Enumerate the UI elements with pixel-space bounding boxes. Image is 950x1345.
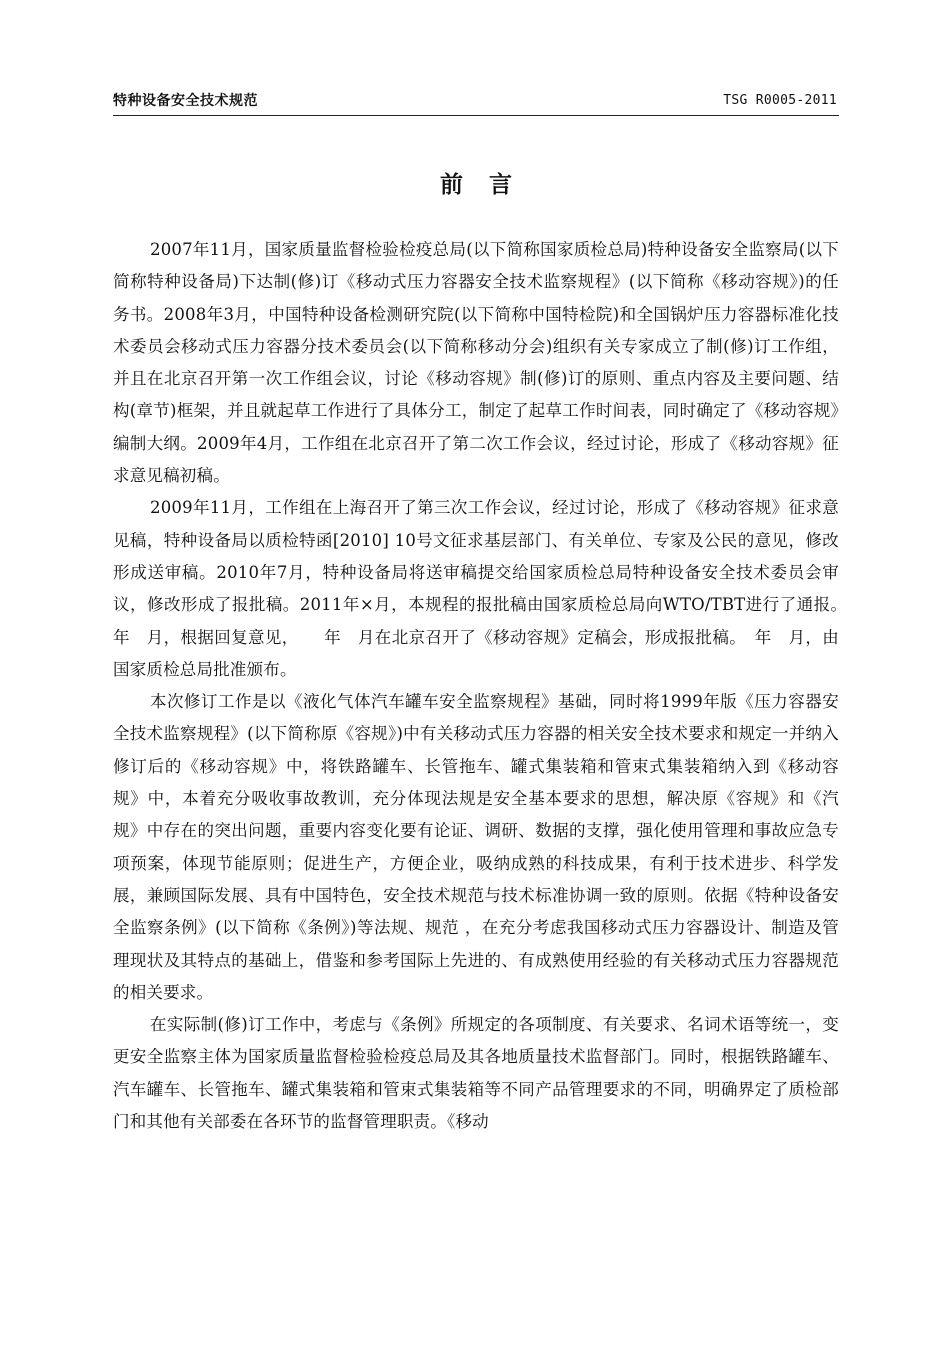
paragraph-1: 2007年11月，国家质量监督检验检疫总局(以下简称国家质检总局)特种设备安全监察局(以下简称特种设备局)下达制(修)订《移动式压力容器安全技术监察规程》(以下简称《移动容规》)的任务书。2008年3月，中国特种设备检测研究院(以下简称中国特检院)和全国锅炉压力容器标准化技术委员会移动式压力容器分技术委员会(以下简称移动分会)组织有关专家成立了制(修)订工作组，并且在北京召开第一次工作组会议，讨论《移动容规》制(修)订的原则、重点内容及主要问题、结构(章节)框架，并且就起草工作进行了具体分工，制定了起草工作时间表，同时确定了《移动容规》编制大纲。2009年4月，工作组在北京召开了第二次工作会议，经过讨论，形成了《移动容规》征求意见稿初稿。 — [113, 240, 839, 486]
page-title: 前言 — [440, 172, 538, 198]
paragraph-3: 本次修订工作是以《液化气体汽车罐车安全监察规程》基础，同时将1999年版《压力容器安全技术监察规程》(以下简称原《容规》)中有关移动式压力容器的相关安全技术要求和规定一并纳入修订后的《移动容规》中，将铁路罐车、长管拖车、罐式集装箱和管束式集装箱纳入到《移动容规》中，本着充分吸收事故教训，充分体现法规是安全基本要求的思想，解决原《容规》和《汽规》中存在的突出问题，重要内容变化要有论证、调研、数据的支撑，强化使用管理和事故应急专项预案，体现节能原则；促进生产，方便企业，吸纳成熟的科技成果，有利于技术进步、科学发展，兼顾国际发展、具有中国特色，安全技术规范与技术标准协调一致的原则。依据《特种设备安全监察条例》(以下简称《条例》)等法规、规范 ，在充分考虑我国移动式压力容器设计、制造及管理现状及其特点的基础上，借鉴和参考国际上先进的、有成熟使用经验的有关移动式压力容器规范的相关要求。 — [113, 692, 839, 1002]
paragraph-2: 2009年11月，工作组在上海召开了第三次工作会议，经过讨论，形成了《移动容规》征求意见稿，特种设备局以质检特函[2010] 10号文征求基层部门、有关单位、专家及公民的意见，修改形成送审稿。2010年7月，特种设备局将送审稿提交给国家质检总局特种设备安全技术委员会审议，修改形成了报批稿。2011年×月，本规程的报批稿由国家质检总局向WTO/TBT进行了通报。 年 月，根据回复意见， 年 月在北京召开了《移动容规》定稿会，形成报批稿。 年 月，由国家质检总局批准颁布。 — [113, 498, 873, 679]
body-text — [113, 234, 873, 1138]
page-header — [113, 91, 839, 116]
header-spec-code: TSG R0005-2011 — [723, 93, 837, 108]
paragraph-4: 在实际制(修)订工作中，考虑与《条例》所规定的各项制度、有关要求、名词术语等统一，变更安全监察主体为国家质量监督检验检疫总局及其各地质量技术监督部门。同时，根据铁路罐车、汽车罐车、长管拖车、罐式集装箱和管束式集装箱等不同产品管理要求的不同，明确界定了质检部门和其他有关部委在各环节的监督管理职责。《移动 — [113, 1015, 839, 1132]
header-spec-category: 特种设备安全技术规范 — [113, 93, 258, 109]
